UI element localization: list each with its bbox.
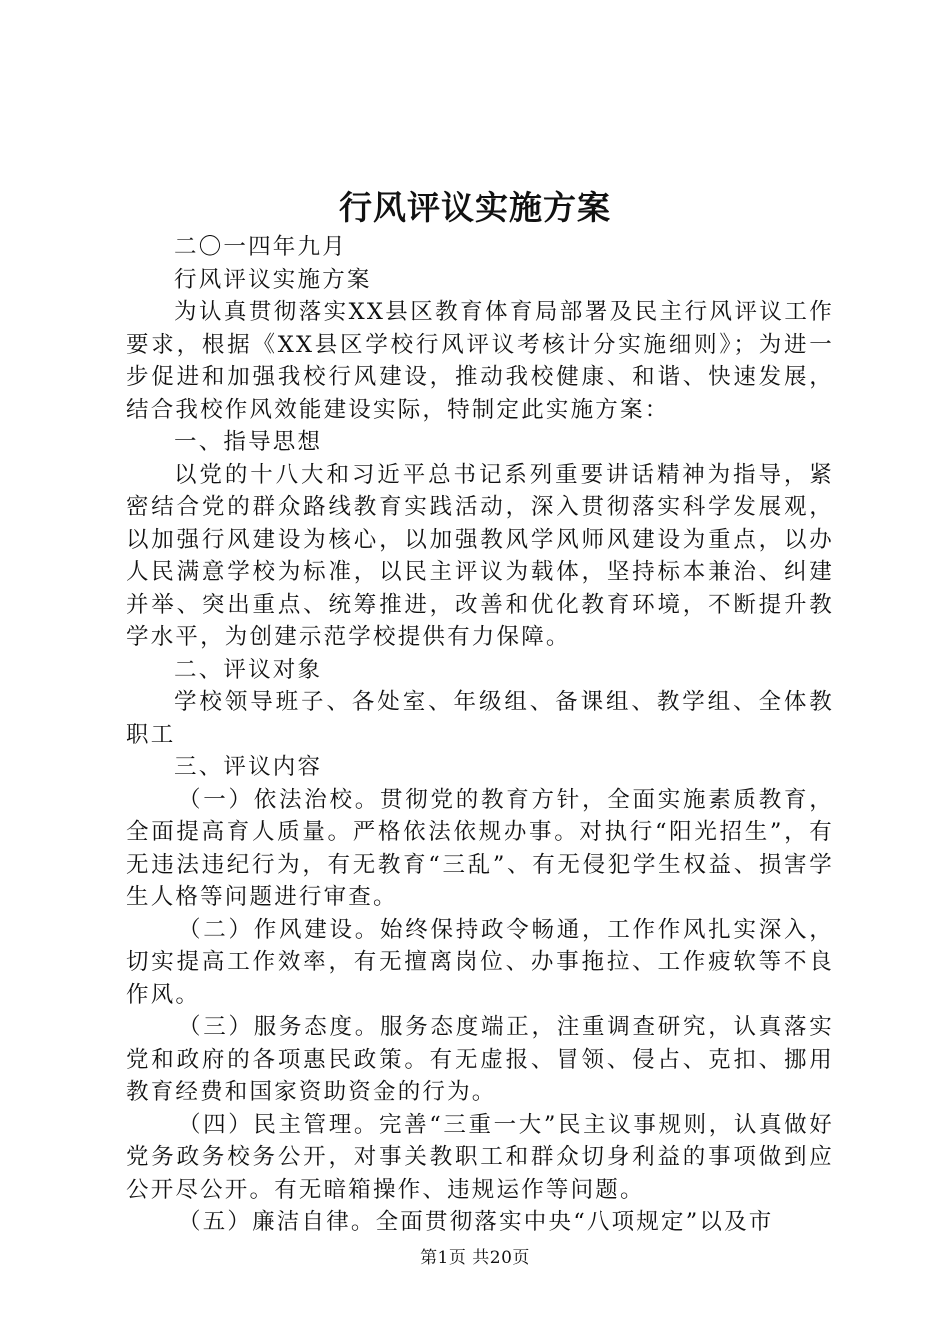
item-rule-of-law: （一）依法治校。贯彻党的教育方针，全面实施素质教育，全面提高育人质量。严格依法依规办事。对执行“阳光招生”，有无违法违纪行为，有无教育“三乱”、有无侵犯学生权益、损害学生人格等问题进行审查。	[126, 786, 834, 910]
section-heading-evaluation-content: 三、评议内容	[174, 754, 323, 780]
document-title: 行风评议实施方案	[339, 188, 611, 227]
section-heading-guiding-ideology: 一、指导思想	[174, 429, 323, 455]
item-service-attitude: （三）服务态度。服务态度端正，注重调查研究，认真落实党和政府的各项惠民政策。有无虚报、冒领、侵占、克扣、挪用教育经费和国家资助资金的行为。	[126, 1014, 834, 1105]
item-work-style: （二）作风建设。始终保持政令畅通，工作作风扎实深入，切实提高工作效率，有无擅离岗位、办事拖拉、工作疲软等不良作风。	[126, 916, 834, 1008]
evaluation-targets-paragraph: 学校领导班子、各处室、年级组、备课组、教学组、全体教职工	[126, 689, 834, 748]
document-body	[126, 231, 834, 1239]
item-integrity: （五）廉洁自律。全面贯彻落实中央“八项规定”以及市	[178, 1209, 774, 1235]
guiding-ideology-paragraph: 以党的十八大和习近平总书记系列重要讲话精神为指导，紧密结合党的群众路线教育实践活动，深入贯彻落实科学发展观，以加强行风建设为核心，以加强教风学风师风建设为重点，以办人民满意学校为标准，以民主评议为载体，坚持标本兼治、纠建并举、突出重点、统筹推进，改善和优化教育环境，不断提升教学水平，为创建示范学校提供有力保障。	[126, 461, 834, 650]
intro-paragraph: 为认真贯彻落实XX县区教育体育局部署及民主行风评议工作要求，根据《XX县区学校行风评议考核计分实施细则》；为进一步促进和加强我校行风建设，推动我校健康、和谐、快速发展，结合我校作风效能建设实际，特制定此实施方案：	[126, 299, 834, 423]
item-democratic-management: （四）民主管理。完善“三重一大”民主议事规则，认真做好党务政务校务公开，对事关教职工和群众切身利益的事项做到应公开尽公开。有无暗箱操作、违规运作等问题。	[126, 1111, 834, 1203]
page-number-footer: 第1页 共20页	[420, 1248, 530, 1268]
subtitle-line: 行风评议实施方案	[174, 266, 372, 293]
date-line: 二〇一四年九月	[174, 234, 347, 260]
section-heading-evaluation-targets: 二、评议对象	[174, 656, 323, 683]
